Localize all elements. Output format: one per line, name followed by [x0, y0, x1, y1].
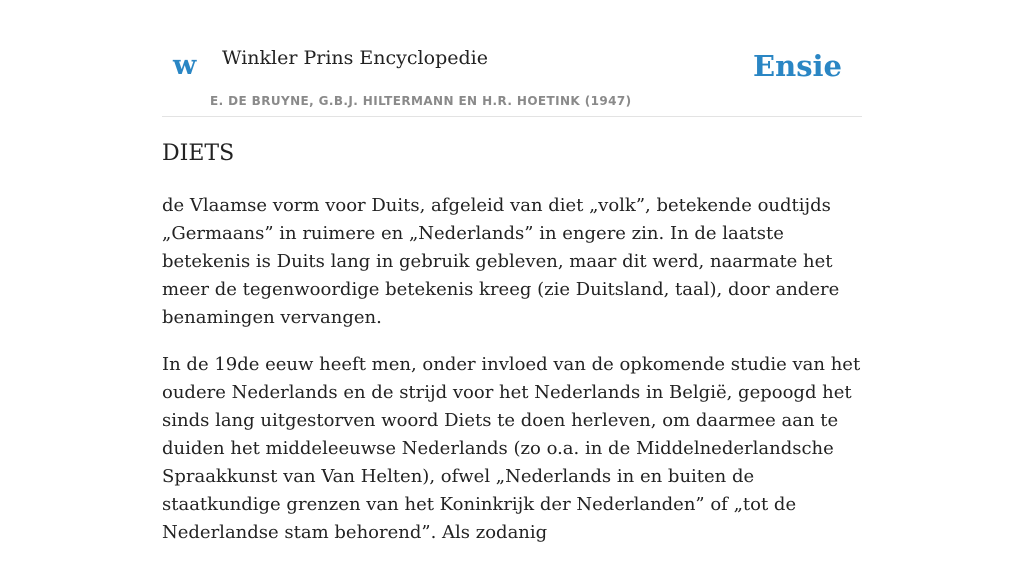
- article-paragraph: de Vlaamse vorm voor Duits, afgeleid van diet „volk”, betekende oudtijds „Germaans” in ruimere en „Nederlands” in engere zin. In de laatste betekenis is Duits lang in gebruik gebleven, maar dit werd, naarmate het meer de tegenwoordige betekenis kreeg (zie Duitsland, taal), door andere benamingen vervangen.: [162, 195, 840, 328]
- ensie-logo[interactable]: Ensie: [753, 49, 842, 83]
- book-authors: E. DE BRUYNE, G.B.J. HILTERMANN EN H.R. HOETINK (1947): [210, 94, 632, 108]
- article-body: [162, 192, 862, 566]
- article-paragraph: In de 19de eeuw heeft men, onder invloed van de opkomende studie van het oudere Nederlands en de strijd voor het Nederlands in België, gepoogd het sinds lang uitgestorven woord Diets te doen herleven, om daarmee aan te duiden het middeleeuwse Nederlands (zo o.a. in de Middelnederlandsche Spraakkunst van Van Helten), ofwel „Nederlands in en buiten de staatkundige grenzen van het Koninkrijk der Nederlanden” of „tot de Nederlandse stam behorend”. Als zodanig: [162, 354, 861, 543]
- book-title[interactable]: Winkler Prins Encyclopedie: [222, 47, 488, 69]
- winkler-prins-logo[interactable]: w: [173, 50, 197, 81]
- entry-title: DIETS: [162, 141, 235, 166]
- header: [162, 0, 862, 117]
